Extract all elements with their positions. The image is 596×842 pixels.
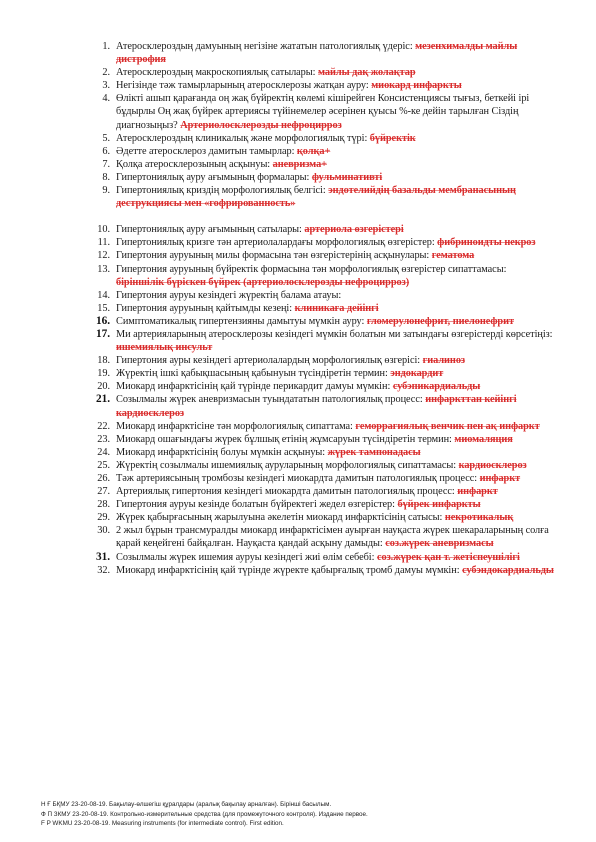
question-item	[84, 524, 554, 550]
answer-text: субэндокардиальды	[462, 564, 554, 576]
answer-text: субэпикардиальды	[392, 381, 481, 393]
question-text: Гипертония ауруы кезінде болатын бүйректегі жедел өзгерістер:	[116, 499, 395, 511]
question-number: 22.	[97, 420, 110, 432]
question-item	[84, 393, 554, 419]
question-text: Гипертония ауруының қайтымды кезеңі:	[116, 302, 293, 314]
answer-text: инфаркттан кейінгі кардиосклероз	[116, 394, 517, 419]
question-number: 24.	[97, 446, 110, 458]
question-item	[84, 66, 554, 79]
question-list	[84, 40, 554, 577]
question-number: 11.	[97, 237, 110, 249]
question-text: Миокард инфарктісінің қай түрінде перикардит дамуы мүмкін:	[116, 381, 391, 393]
question-number: 10.	[97, 224, 110, 236]
question-item	[84, 420, 554, 433]
question-text: Миокард инфарктісіне тән морфологиялық сипаттама:	[116, 420, 353, 432]
question-text: Жүректің созылмалы ишемиялық ауруларының морфологиялық сипаттамасы:	[116, 459, 457, 471]
footer-line-english: F P WKMU 23-20-08-19. Measuring instruments (for intermediate control). First edition.	[41, 820, 284, 828]
question-text: Негізінде тәж тамырларының атеросклерозы жатқан ауру:	[116, 80, 369, 92]
question-text: Атеросклероздың макроскопиялық сатылары:	[116, 67, 316, 79]
answer-text: фульминативті	[311, 171, 383, 183]
answer-text: миомаляция	[454, 433, 513, 445]
question-text: Гипертония ауруының бүйректік формасына тән морфологиялық өзгерістер сипаттамасы:	[116, 263, 507, 275]
question-text: Ми артерияларының атеросклерозы кезіндегі мүмкін болатын ми затындағы өзгерістерді көрсетіңіз:	[116, 328, 553, 340]
answer-text: инфаркт	[457, 486, 498, 498]
question-item	[84, 367, 554, 380]
question-number: 30.	[97, 525, 110, 537]
question-text: Артериялық гипертония кезіндегі миокардта дамитын патологиялық процесс:	[116, 486, 455, 498]
question-text: Гипертониялық ауру ағымының формалары:	[116, 171, 310, 183]
question-number: 21.	[96, 393, 110, 406]
footer-line-kazakh: Н Ғ БҚМУ 23-20-08-19. Бақылау-өлшегіш құралдары (аралық бақылау арналған). Бірінші басылым.	[41, 801, 332, 808]
question-number: 26.	[97, 473, 110, 484]
question-text: Созылмалы жүрек аневризмасын туындататын патологиялық процесс:	[116, 394, 423, 406]
question-item	[84, 184, 554, 210]
question-number: 27.	[97, 486, 110, 498]
question-item	[84, 328, 554, 354]
question-text: Гипертония ауруы кезіндегі жүректің балама атауы:	[116, 289, 342, 301]
question-text: Гипертониялық криздің морфологиялық белгісі:	[116, 185, 326, 197]
answer-text: жүрек тампонадасы	[327, 446, 421, 458]
question-number: 32.	[97, 564, 110, 576]
question-number: 2.	[102, 67, 110, 79]
question-text: Созылмалы жүрек ишемия ауруы кезіндегі жиі өлім себебі:	[116, 551, 375, 563]
question-text: Жүректің ішкі қабықшасының қабынуын түсіндіретін термин:	[116, 368, 388, 380]
question-text: Гипертониялық ауру ағымының сатылары:	[116, 224, 302, 236]
answer-text: аневризма+	[272, 158, 327, 170]
answer-text: қолқа+	[296, 145, 331, 157]
question-text: Миокард ошағындағы жүрек бұлшық етінің жұмсаруын түсіндіретін термин:	[116, 433, 452, 445]
question-text: 2 жыл бұрын трансмуралды миокард инфарктісімен ауырған науқаста жүрек шекараларының солға қарай кеңейгені байқалған. Науқаста қандай асқыну дамыды:	[116, 525, 549, 550]
question-text: Атеросклероздың клиникалық және морфологиялық түрі:	[116, 132, 368, 144]
question-item	[84, 171, 554, 184]
document-footer	[41, 800, 561, 829]
question-number: 15.	[97, 302, 110, 314]
question-number: 25.	[97, 459, 110, 471]
question-item	[84, 498, 554, 511]
question-item	[84, 145, 554, 158]
question-number: 9.	[102, 185, 110, 197]
question-number: 14.	[97, 289, 110, 301]
question-item	[84, 158, 554, 171]
question-text: Гипертония ауруының милы формасына тән өзгерістерінің асқынулары:	[116, 250, 430, 262]
question-item	[84, 485, 554, 498]
question-item	[84, 380, 554, 393]
question-text: Симптоматикалық гипертензияны дамытуы мүмкін ауру:	[116, 315, 365, 327]
answer-text: некротикалық	[444, 512, 514, 524]
question-number: 20.	[97, 381, 110, 393]
question-text: Миокард инфарктісінің болуы мүмкін асқынуы:	[116, 446, 326, 458]
question-item	[84, 472, 554, 485]
answer-text: гломерулонефрит, пиелонефрит	[366, 315, 514, 327]
question-number: 23.	[97, 433, 110, 445]
answer-text: гематома	[431, 250, 475, 262]
question-item	[84, 79, 554, 92]
question-text: Миокард инфарктісінің қай түрінде жүректе қабырғалық тромб дамуы мүмкін:	[116, 564, 460, 576]
answer-text: гиалиноз	[422, 355, 466, 367]
answer-text: ишемиялық инсульт	[116, 342, 213, 354]
question-number: 3.	[102, 80, 110, 92]
question-number: 5.	[102, 132, 110, 144]
question-text: Атеросклероздың дамуының негізіне жататын патологиялық үдеріс:	[116, 41, 413, 52]
question-item	[84, 315, 554, 328]
answer-text: геморрагиялық венчик пен ақ инфаркт	[355, 420, 540, 432]
question-item	[84, 302, 554, 315]
answer-text: инфаркт	[479, 473, 521, 484]
answer-text: фибриноидты некроз	[437, 237, 536, 249]
question-number: 6.	[102, 145, 110, 157]
question-item	[84, 446, 554, 459]
answer-text: артериола өзгерістері	[304, 224, 404, 236]
question-item	[84, 511, 554, 524]
question-text: Өлікті ашып қарағанда оң жақ бүйректің көлемі кішірейген Консистенциясы тығыз, беткейі ірі бұдырлы Оң жақ бүйрек артериясы түйінемелер әсерінен қуысы %-ке дейін тарылған Сіздің диагнозыңыз?	[116, 93, 530, 131]
question-number: 18.	[97, 355, 110, 367]
question-number: 17.	[96, 327, 110, 340]
question-number: 16.	[96, 314, 110, 327]
answer-text: соз.жүрек қан т. жетіспеушілігі	[376, 551, 520, 563]
question-item	[84, 459, 554, 472]
answer-text: мезенхималды майлы дистрофия	[116, 41, 518, 66]
question-number: 31.	[96, 550, 110, 563]
answer-text: Артериолосклерозды нефроцирроз	[180, 119, 342, 131]
question-text: Тәж артериясының тромбозы кезіндегі миокардта дамитын патологиялық процесс:	[116, 473, 478, 484]
answer-text: соз.жүрек аневризмасы	[385, 538, 494, 550]
question-item	[84, 551, 554, 564]
question-number: 12.	[97, 250, 110, 262]
question-number: 1.	[102, 41, 110, 52]
answer-text: кардиосклероз	[458, 459, 527, 471]
footer-line-russian: Ф П ЗКМУ 23-20-08-19. Контрольно-измерительные средства (для промежуточного контроля). Издание первое.	[41, 810, 368, 818]
question-item	[84, 223, 554, 236]
question-number: 4.	[102, 93, 110, 105]
question-item	[84, 132, 554, 145]
question-item	[84, 289, 554, 302]
question-item	[84, 249, 554, 262]
question-text: Қолқа атеросклерозының асқынуы:	[116, 158, 271, 170]
answer-text: бүйрек инфаркты	[397, 499, 481, 511]
question-item	[84, 40, 554, 66]
question-text: Жүрек қабырғасының жарылуына әкелетін миокард инфарктісінің сатысы:	[116, 512, 443, 524]
question-number: 13.	[97, 263, 110, 275]
question-item	[84, 263, 554, 289]
question-number: 28.	[97, 499, 110, 511]
answer-text: эндотелийдің базальды мембранасының деструкциясы мен «гофрированность»	[116, 185, 516, 210]
answer-text: біріншілік бүріскен бүйрек (артериолосклерозды нефроцирроз)	[116, 276, 410, 288]
question-number: 19.	[97, 368, 110, 380]
question-number: 8.	[102, 171, 110, 183]
question-text: Гипертониялық кризге тән артериолалардағы морфологиялық өзгерістер:	[116, 237, 435, 249]
answer-text: бүйректік	[369, 132, 416, 144]
question-number: 29.	[97, 512, 110, 524]
question-text: Әдетте атеросклероз дамитын тамырлар:	[116, 145, 295, 157]
answer-text: миокард инфаркты	[371, 80, 462, 92]
question-item	[84, 433, 554, 446]
answer-text: майлы дақ жолақтар	[318, 67, 416, 79]
question-number: 7.	[102, 158, 110, 170]
question-item	[84, 564, 554, 577]
question-text: Гипертония ауры кезіндегі артериолалардың морфологиялық өзгерісі:	[116, 355, 421, 367]
question-item	[84, 92, 554, 131]
answer-text: эндокардит	[390, 368, 444, 380]
question-item	[84, 354, 554, 367]
question-item	[84, 236, 554, 249]
answer-text: клиникаға дейінгі	[294, 302, 379, 314]
